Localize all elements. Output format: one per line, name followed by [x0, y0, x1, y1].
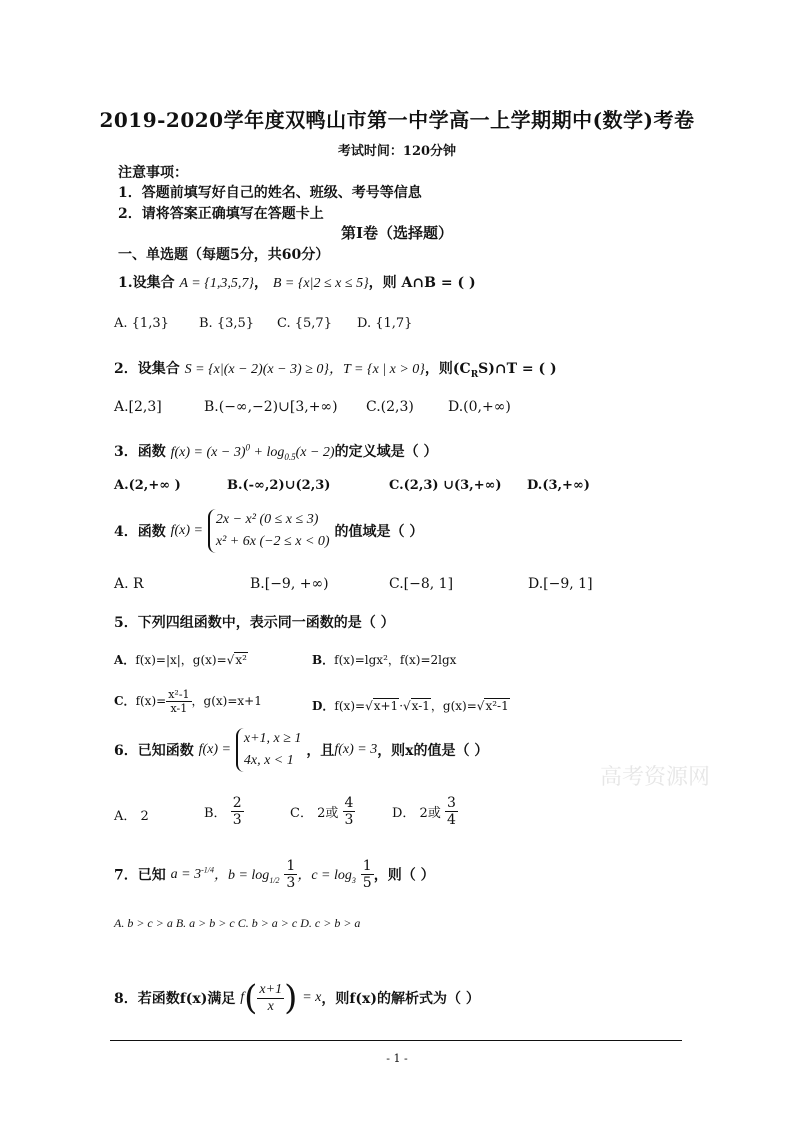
- q4-pre: 函数: [137, 524, 166, 540]
- q4-num: 4．: [114, 524, 138, 540]
- q1-set-b: B = {x|2 ≤ x ≤ 5}: [272, 276, 369, 291]
- q2-option-c: C.(2,3): [366, 399, 414, 415]
- question-7: 7．已知 $a = 3^{-1/4}$，$b = \log_{1/2}$ $\frac{1}{3}$ ，$c = \log_3$ $\frac{1}{5}$ ，则（ ）: [114, 858, 435, 891]
- page-number: - 1 -: [386, 1052, 408, 1065]
- q5-option-d: D．f(x)=√x+1·√x-1，g(x)=√x²-1: [312, 699, 509, 713]
- watermark: 高考资源网: [600, 765, 711, 790]
- q4-case-2: x² + 6x (−2 ≤ x < 0): [215, 534, 330, 549]
- q3-option-d: D.(3,+∞): [527, 478, 590, 493]
- exam-time: 考试时间：120分钟: [337, 144, 457, 159]
- q4-option-c: C.[−8, 1]: [389, 576, 454, 592]
- q1-tail: ，则 A∩B = ( ): [368, 275, 476, 291]
- footer-rule: [110, 1040, 682, 1041]
- q1-option-a: A. {1,3}: [114, 316, 169, 331]
- q2-set-t: ，T = {x | x > 0}: [329, 362, 425, 377]
- question-1: [118, 272, 476, 292]
- question-8: 8．若函数f(x)满足 f( $\frac{x+1}{x}$ ) = x，则f(x)的解析式为（ ）: [114, 978, 480, 1018]
- q1-set-a: A = {1,3,5,7}: [179, 276, 254, 291]
- q3-pre: 函数: [137, 444, 166, 460]
- question-4: [114, 509, 423, 553]
- q1-option-c: C. {5,7}: [277, 316, 332, 331]
- q2-tail: ，则(C: [424, 361, 471, 377]
- question-6: 6．已知函数 f(x) = x+1, x ≥ 1 4x, x < 1 ，且f(x) = 3，则x的值是（ ）: [114, 728, 488, 772]
- q3-expr: $f(x) = (x - 3)^0 + \log_{0.5}(x - 2)$: [170, 442, 335, 462]
- q6-option-a: A． 2: [114, 809, 149, 824]
- q2-option-b: B.(−∞,−2)∪[3,+∞): [204, 399, 338, 415]
- q1-option-d: D. {1,7}: [357, 316, 413, 331]
- question-3: [114, 441, 437, 462]
- q1-num: 1.: [118, 275, 133, 291]
- q4-piecewise: [208, 509, 330, 553]
- q2-option-a: A.[2,3]: [114, 399, 162, 415]
- question-5: 5．下列四组函数中，表示同一函数的是（ ）: [114, 615, 395, 631]
- q4-lhs: f(x) =: [170, 523, 203, 538]
- q3-option-a: A.(2,+∞ ): [114, 478, 181, 493]
- q2-option-d: D.(0,+∞): [448, 399, 511, 415]
- q5-option-c: C．f(x)= $\frac{\text{x²-1}}{x-1}$ ，g(x)=x+1: [114, 688, 262, 715]
- q6-option-b: B． $\frac{2}{3}$: [204, 795, 242, 828]
- q3-option-b: B.(-∞,2)∪(2,3): [227, 478, 331, 493]
- note-item-2: 2．请将答案正确填写在答题卡上: [118, 206, 324, 222]
- q2-sub: R: [470, 369, 479, 380]
- q2-tail2: S)∩T = ( ): [478, 361, 557, 377]
- q7-options: A. b > c > a B. a > b > c C. b > a > c D. c > b > a: [114, 916, 361, 930]
- question-2: [114, 358, 557, 380]
- q5-option-b: B．f(x)=lgx²，f(x)=2lgx: [312, 653, 457, 667]
- section-title: 一、单选题（每题5分，共60分）: [118, 247, 330, 263]
- q4-tail: 的值域是（ ）: [334, 524, 424, 540]
- q4-option-b: B.[−9, +∞): [250, 576, 329, 592]
- q4-case-1: 2x − x² (0 ≤ x ≤ 3): [215, 512, 319, 527]
- page-title: 2019-2020学年度双鸭山市第一中学高一上学期期中(数学)考卷: [99, 108, 695, 132]
- q2-num: 2．: [114, 361, 138, 377]
- q1-sep: ，: [253, 275, 268, 291]
- q2-pre: 设集合: [137, 361, 180, 377]
- q1-option-b: B. {3,5}: [199, 316, 255, 331]
- q3-tail: 的定义域是（ ）: [334, 444, 438, 460]
- q6-option-c: C． 2或 $\frac{4}{3}$: [290, 795, 354, 828]
- q3-num: 3．: [114, 444, 138, 460]
- q4-option-a: A. R: [114, 576, 144, 592]
- q6-piecewise: x+1, x ≥ 1 4x, x < 1: [236, 728, 302, 772]
- q5-option-a: A．f(x)=|x|，g(x)=√x²: [114, 653, 247, 667]
- q3-option-c: C.(2,3) ∪(3,+∞): [389, 478, 502, 493]
- q1-pre: 设集合: [132, 275, 175, 291]
- part-title: 第I卷（选择题）: [340, 224, 454, 242]
- note-item-1: 1．答题前填写好自己的姓名、班级、考号等信息: [118, 185, 422, 201]
- q4-option-d: D.[−9, 1]: [528, 576, 593, 592]
- notes-heading: 注意事项：: [118, 165, 188, 181]
- q6-option-d: D． 2或 $\frac{3}{4}$: [392, 795, 456, 828]
- q2-set-s: S = {x|(x − 2)(x − 3) ≥ 0}: [184, 362, 329, 377]
